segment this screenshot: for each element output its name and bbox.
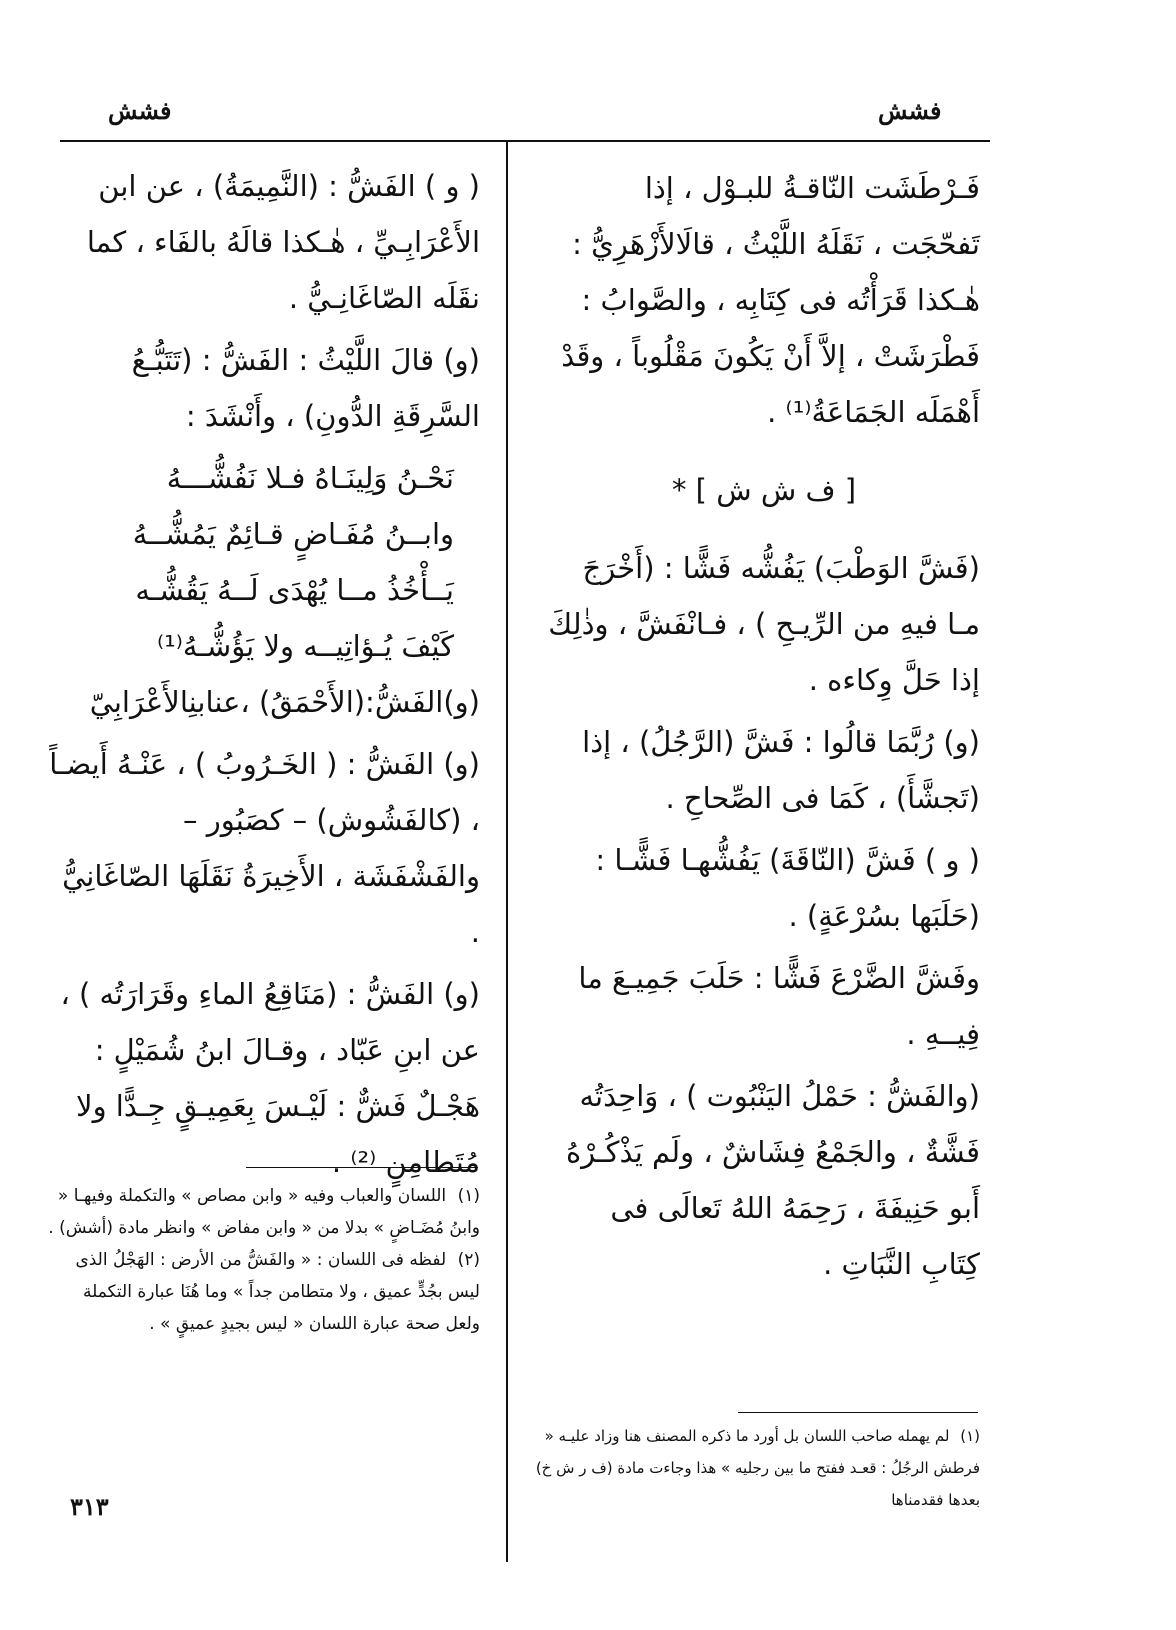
paragraph: ( و ) الفَشُّ : (النَّمِيمَةُ) ، عن ابن الأَعْرَابِـيِّ ، هٰـكذا قالَهُ بالفَاء ، كما نقَلَه الصّاغَانِـيُّ .	[86, 169, 480, 315]
footnote-number: (١)	[457, 1186, 480, 1206]
entry-heading: [ ف ش ش ] *	[671, 473, 857, 507]
footnote-text: اللسان والعباب وفيه « وابن مصاص » والتكملة وفيهـا « وابنُ مُضَـاضٍ » بدلا من « وابن مفاض » وانظر مادة (أشش) .	[48, 1186, 480, 1238]
footnote	[44, 1180, 480, 1244]
footnote-rule-left	[246, 1167, 478, 1168]
paragraph: (و) قالَ اللَّيْثُ : الفَشُّ : (تَتَبُّـعُ السَّرِقَةِ الدُّونِ) ، وأَنْشَدَ :	[131, 343, 480, 433]
footnote-number: (٢)	[457, 1250, 480, 1270]
paragraph: (والفَشُّ : حَمْلُ اليَنْبُوت ) ، وَاحِدَتُه فَشَّةٌ ، والجَمْعُ فِشَاشٌ ، ولَم يَذْكُـرْهُ أَبو حَنِيفَةَ ، رَحِمَهُ اللهُ تَعالَى فى كِتَابِ النَّبَاتِ .	[565, 1079, 980, 1281]
running-head-right: فشش	[878, 96, 942, 125]
header-rule	[60, 140, 990, 142]
verse-line: كَيْفَ يُـؤاتِيــه ولا يَؤُشُّـهُ⁽¹⁾	[156, 629, 454, 663]
paragraph: (و) الفَشُّ : ( الخَـرُوبُ ) ، عَنْـهُ أَيضـاً ، (كالفَشُوش) – كصَبُور – والفَشْفَشَة ، الأَخِيرَةُ نَقَلَهَا الصّاغَانِيُّ .	[49, 747, 480, 949]
verse-line: وابــنُ مُفَـاضٍ قـائِمٌ يَمُشُّــهُ	[132, 517, 454, 551]
footnotes-left	[44, 1180, 480, 1340]
page-number: ٣١٣	[70, 1492, 109, 1521]
left-column	[48, 158, 480, 1196]
verse-line: يَــأْخُذُ مــا يُهْدَى لَــهُ يَقُشُّـه	[135, 573, 454, 607]
footnote-rule-right	[738, 1412, 978, 1413]
paragraph: (و) الفَشُّ : (مَنَاقِعُ الماءِ وقَرَارَتُه ) ، عن ابنِ عَبّاد ، وقـالَ ابنُ شُمَيْلٍ : هَجْـلٌ فَشٌّ : لَيْـسَ بِعَمِيـقٍ جِـدًّا ولا مُتَطامِنٍ ⁽²⁾ .	[60, 977, 480, 1179]
verse-block	[48, 450, 480, 674]
footnotes-right	[528, 1420, 980, 1516]
paragraph: (فَشَّ الوَطْبَ) يَفُشُّه فَشًّا : (أَخْرَجَ مـا فيهِ من الرِّيـحِ ) ، فـانْفَشَّ ، وذٰلِكَ إذا حَلَّ وِكاءه .	[548, 551, 980, 697]
verse-line: نَحْـنُ وَلِينَـاهُ فـلا نَفُشُّـــهُ	[166, 461, 454, 495]
running-head-left: فشش	[108, 96, 172, 125]
paragraph: فَـرْطَشَت النّاقـةُ للبـوْل ، إذا تَفحّجَت ، نَقَلَهُ اللَّيْثُ ، قالَالأَزْهَرِيُّ : هٰـكذا قَرَأْتُه فى كِتَابِه ، والصَّوابُ : فَطْرَشَتْ ، إلاَّ أَنْ يَكُونَ مَقْلُوباً ، وقَدْ أَهْمَلَه الجَمَاعَةُ⁽¹⁾ .	[561, 171, 980, 429]
paragraph: (و) رُبَّمَا قالُوا : فَشَّ (الرَّجُلُ) ، إذا (تَجشَّأَ) ، كَمَا فى الصِّحاحِ .	[582, 725, 980, 815]
column-divider	[506, 142, 508, 1562]
paragraph: وفَشَّ الضَّرْعَ فَشًّا : حَلَبَ جَمِيـعَ ما فِيــهِ .	[578, 961, 980, 1051]
right-column	[548, 160, 980, 1298]
footnote-number: (١)	[960, 1427, 980, 1445]
footnote	[528, 1420, 980, 1516]
footnote-text: لفظه فى اللسان : « والفَشُّ من الأرض : الهَجْلُ الذى ليس بجُدٍّ عميق ، ولا متطامن جداً » وما هُنَا عبارة التكملة ولعل صحة عبارة اللسان « ليس بجيدٍ عميقٍ » .	[75, 1250, 480, 1334]
footnote-text: لم يهمله صاحب اللسان بل أورد ما ذكره المصنف هنا وزاد عليـه « فرطش الرجُلُ : قعـد ففتح ما بين رجليه » هذا وجاءت مادة (ف ر ش خ) بعدها فقدمناها	[535, 1427, 980, 1509]
paragraph: (و)الفَشُّ:(الأَحْمَقُ) ،عنابنِالأَعْرَابِيّ	[89, 685, 480, 719]
footnote	[44, 1244, 480, 1340]
paragraph: ( و ) فَشَّ (النّاقَةَ) يَفُشُّهـا فَشًّـا : (حَلَبَها بسُرْعَةٍ) .	[595, 843, 980, 933]
